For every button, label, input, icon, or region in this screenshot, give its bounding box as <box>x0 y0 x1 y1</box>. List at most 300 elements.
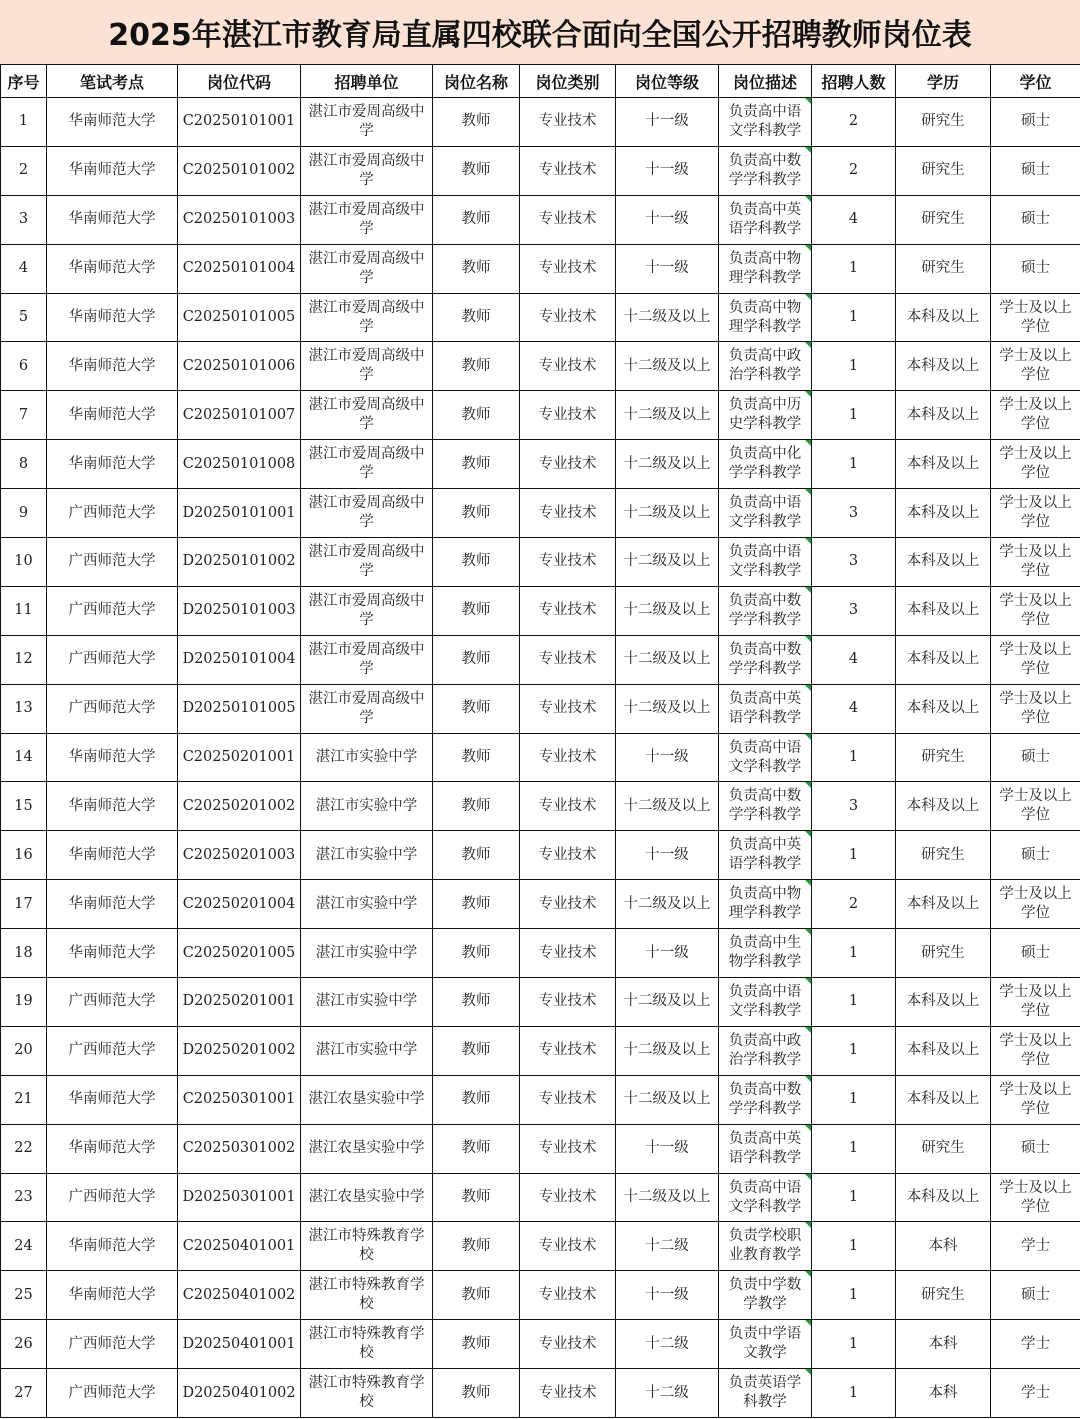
employer-cell: 湛江市爱周高级中学 <box>301 440 433 489</box>
table-row <box>1 1369 1080 1418</box>
table-row <box>1 635 1080 684</box>
post-code-cell: C20250101005 <box>178 293 301 342</box>
degree-cell: 学士及以上学位 <box>991 342 1080 391</box>
post-description-cell: 负责高中政治学科教学 <box>719 342 812 391</box>
post-category-cell: 专业技术 <box>520 342 616 391</box>
table-row <box>1 831 1080 880</box>
col-header-headcount: 招聘人数 <box>812 65 896 98</box>
headcount-cell: 1 <box>812 293 896 342</box>
table-row <box>1 342 1080 391</box>
degree-cell: 硕士 <box>991 1271 1080 1320</box>
degree-cell: 学士及以上学位 <box>991 1173 1080 1222</box>
post-description-cell: 负责高中语文学科教学 <box>719 733 812 782</box>
row-index-cell: 14 <box>1 733 47 782</box>
education-cell: 研究生 <box>896 1124 991 1173</box>
table-row <box>1 293 1080 342</box>
post-code-cell: C20250101004 <box>178 244 301 293</box>
post-level-cell: 十二级及以上 <box>616 635 719 684</box>
degree-cell: 学士及以上学位 <box>991 1026 1080 1075</box>
employer-cell: 湛江市特殊教育学校 <box>301 1271 433 1320</box>
exam-site-cell: 华南师范大学 <box>47 880 178 929</box>
col-header-education: 学历 <box>896 65 991 98</box>
headcount-cell: 1 <box>812 1222 896 1271</box>
degree-cell: 学士 <box>991 1369 1080 1418</box>
exam-site-cell: 广西师范大学 <box>47 538 178 587</box>
post-code-cell: D20250101002 <box>178 538 301 587</box>
row-index-cell: 1 <box>1 98 47 147</box>
post-code-cell: C20250101002 <box>178 146 301 195</box>
headcount-cell: 1 <box>812 1320 896 1369</box>
row-index-cell: 2 <box>1 146 47 195</box>
post-description-cell: 负责高中语文学科教学 <box>719 489 812 538</box>
post-level-cell: 十二级及以上 <box>616 342 719 391</box>
post-name-cell: 教师 <box>433 1075 520 1124</box>
row-index-cell: 27 <box>1 1369 47 1418</box>
post-name-cell: 教师 <box>433 146 520 195</box>
post-category-cell: 专业技术 <box>520 831 616 880</box>
post-category-cell: 专业技术 <box>520 1271 616 1320</box>
post-name-cell: 教师 <box>433 1124 520 1173</box>
row-index-cell: 16 <box>1 831 47 880</box>
post-code-cell: C20250201002 <box>178 782 301 831</box>
employer-cell: 湛江市爱周高级中学 <box>301 195 433 244</box>
exam-site-cell: 华南师范大学 <box>47 440 178 489</box>
post-name-cell: 教师 <box>433 929 520 978</box>
headcount-cell: 1 <box>812 244 896 293</box>
degree-cell: 硕士 <box>991 831 1080 880</box>
post-code-cell: C20250201003 <box>178 831 301 880</box>
exam-site-cell: 广西师范大学 <box>47 1173 178 1222</box>
headcount-cell: 3 <box>812 586 896 635</box>
post-code-cell: D20250101005 <box>178 684 301 733</box>
exam-site-cell: 华南师范大学 <box>47 733 178 782</box>
education-cell: 本科及以上 <box>896 1026 991 1075</box>
headcount-cell: 1 <box>812 440 896 489</box>
exam-site-cell: 华南师范大学 <box>47 342 178 391</box>
post-level-cell: 十二级及以上 <box>616 1026 719 1075</box>
post-description-cell: 负责高中英语学科教学 <box>719 195 812 244</box>
degree-cell: 学士及以上学位 <box>991 489 1080 538</box>
row-index-cell: 7 <box>1 391 47 440</box>
education-cell: 本科及以上 <box>896 635 991 684</box>
education-cell: 研究生 <box>896 929 991 978</box>
exam-site-cell: 华南师范大学 <box>47 1222 178 1271</box>
headcount-cell: 1 <box>812 1369 896 1418</box>
post-level-cell: 十二级及以上 <box>616 293 719 342</box>
post-description-cell: 负责高中政治学科教学 <box>719 1026 812 1075</box>
row-index-cell: 5 <box>1 293 47 342</box>
post-code-cell: C20250201005 <box>178 929 301 978</box>
post-description-cell: 负责学校职业教育教学 <box>719 1222 812 1271</box>
table-header-row <box>1 65 1080 98</box>
post-code-cell: D20250401001 <box>178 1320 301 1369</box>
post-description-cell: 负责高中语文学科教学 <box>719 978 812 1027</box>
post-code-cell: D20250101004 <box>178 635 301 684</box>
post-name-cell: 教师 <box>433 1369 520 1418</box>
degree-cell: 学士及以上学位 <box>991 978 1080 1027</box>
post-name-cell: 教师 <box>433 1026 520 1075</box>
employer-cell: 湛江市实验中学 <box>301 782 433 831</box>
education-cell: 本科及以上 <box>896 1173 991 1222</box>
post-description-cell: 负责高中语文学科教学 <box>719 98 812 147</box>
degree-cell: 学士及以上学位 <box>991 782 1080 831</box>
post-name-cell: 教师 <box>433 244 520 293</box>
table-row <box>1 195 1080 244</box>
exam-site-cell: 华南师范大学 <box>47 391 178 440</box>
post-description-cell: 负责高中数学学科教学 <box>719 146 812 195</box>
table-row <box>1 538 1080 587</box>
exam-site-cell: 华南师范大学 <box>47 244 178 293</box>
exam-site-cell: 华南师范大学 <box>47 146 178 195</box>
post-level-cell: 十二级及以上 <box>616 880 719 929</box>
exam-site-cell: 华南师范大学 <box>47 782 178 831</box>
exam-site-cell: 华南师范大学 <box>47 1271 178 1320</box>
education-cell: 研究生 <box>896 733 991 782</box>
post-category-cell: 专业技术 <box>520 538 616 587</box>
education-cell: 本科及以上 <box>896 342 991 391</box>
post-name-cell: 教师 <box>433 782 520 831</box>
post-code-cell: C20250201004 <box>178 880 301 929</box>
degree-cell: 学士及以上学位 <box>991 391 1080 440</box>
post-level-cell: 十一级 <box>616 195 719 244</box>
headcount-cell: 4 <box>812 635 896 684</box>
education-cell: 研究生 <box>896 195 991 244</box>
post-category-cell: 专业技术 <box>520 733 616 782</box>
col-header-post-code: 岗位代码 <box>178 65 301 98</box>
post-description-cell: 负责高中数学学科教学 <box>719 1075 812 1124</box>
education-cell: 本科 <box>896 1369 991 1418</box>
headcount-cell: 4 <box>812 684 896 733</box>
table-row <box>1 440 1080 489</box>
employer-cell: 湛江市爱周高级中学 <box>301 684 433 733</box>
post-code-cell: C20250101007 <box>178 391 301 440</box>
post-level-cell: 十二级及以上 <box>616 684 719 733</box>
exam-site-cell: 华南师范大学 <box>47 1124 178 1173</box>
row-index-cell: 3 <box>1 195 47 244</box>
recruitment-table <box>0 64 1080 1418</box>
employer-cell: 湛江市实验中学 <box>301 733 433 782</box>
headcount-cell: 1 <box>812 1124 896 1173</box>
post-description-cell: 负责高中英语学科教学 <box>719 831 812 880</box>
page-title: 2025年湛江市教育局直属四校联合面向全国公开招聘教师岗位表 <box>0 0 1080 65</box>
post-name-cell: 教师 <box>433 98 520 147</box>
education-cell: 本科及以上 <box>896 684 991 733</box>
post-description-cell: 负责高中英语学科教学 <box>719 1124 812 1173</box>
post-category-cell: 专业技术 <box>520 391 616 440</box>
post-description-cell: 负责高中化学学科教学 <box>719 440 812 489</box>
table-row <box>1 1222 1080 1271</box>
table-row <box>1 1075 1080 1124</box>
education-cell: 本科及以上 <box>896 1075 991 1124</box>
post-code-cell: C20250401001 <box>178 1222 301 1271</box>
table-row <box>1 1320 1080 1369</box>
employer-cell: 湛江市爱周高级中学 <box>301 244 433 293</box>
post-description-cell: 负责高中生物学科教学 <box>719 929 812 978</box>
row-index-cell: 6 <box>1 342 47 391</box>
exam-site-cell: 华南师范大学 <box>47 1075 178 1124</box>
employer-cell: 湛江市特殊教育学校 <box>301 1320 433 1369</box>
post-code-cell: C20250301002 <box>178 1124 301 1173</box>
row-index-cell: 19 <box>1 978 47 1027</box>
employer-cell: 湛江市爱周高级中学 <box>301 342 433 391</box>
post-name-cell: 教师 <box>433 684 520 733</box>
degree-cell: 学士及以上学位 <box>991 684 1080 733</box>
post-name-cell: 教师 <box>433 391 520 440</box>
table-row <box>1 1173 1080 1222</box>
education-cell: 研究生 <box>896 1271 991 1320</box>
post-category-cell: 专业技术 <box>520 440 616 489</box>
table-row <box>1 489 1080 538</box>
post-code-cell: D20250401002 <box>178 1369 301 1418</box>
table-row <box>1 244 1080 293</box>
post-level-cell: 十一级 <box>616 733 719 782</box>
post-name-cell: 教师 <box>433 1173 520 1222</box>
post-description-cell: 负责高中历史学科教学 <box>719 391 812 440</box>
post-code-cell: C20250201001 <box>178 733 301 782</box>
post-level-cell: 十二级 <box>616 1320 719 1369</box>
post-level-cell: 十二级及以上 <box>616 1173 719 1222</box>
col-header-degree: 学位 <box>991 65 1080 98</box>
headcount-cell: 3 <box>812 538 896 587</box>
row-index-cell: 20 <box>1 1026 47 1075</box>
headcount-cell: 1 <box>812 391 896 440</box>
headcount-cell: 1 <box>812 1075 896 1124</box>
post-level-cell: 十二级及以上 <box>616 782 719 831</box>
employer-cell: 湛江农垦实验中学 <box>301 1173 433 1222</box>
degree-cell: 硕士 <box>991 929 1080 978</box>
degree-cell: 硕士 <box>991 146 1080 195</box>
degree-cell: 学士及以上学位 <box>991 293 1080 342</box>
post-description-cell: 负责高中数学学科教学 <box>719 635 812 684</box>
headcount-cell: 1 <box>812 1173 896 1222</box>
employer-cell: 湛江市爱周高级中学 <box>301 293 433 342</box>
employer-cell: 湛江市爱周高级中学 <box>301 489 433 538</box>
employer-cell: 湛江市实验中学 <box>301 831 433 880</box>
education-cell: 本科及以上 <box>896 489 991 538</box>
row-index-cell: 26 <box>1 1320 47 1369</box>
education-cell: 本科 <box>896 1222 991 1271</box>
post-level-cell: 十一级 <box>616 1271 719 1320</box>
post-name-cell: 教师 <box>433 733 520 782</box>
col-header-post-name: 岗位名称 <box>433 65 520 98</box>
exam-site-cell: 广西师范大学 <box>47 978 178 1027</box>
post-code-cell: C20250101006 <box>178 342 301 391</box>
post-category-cell: 专业技术 <box>520 489 616 538</box>
post-name-cell: 教师 <box>433 635 520 684</box>
degree-cell: 学士 <box>991 1320 1080 1369</box>
post-category-cell: 专业技术 <box>520 1075 616 1124</box>
education-cell: 本科及以上 <box>896 538 991 587</box>
post-category-cell: 专业技术 <box>520 146 616 195</box>
post-code-cell: C20250101008 <box>178 440 301 489</box>
employer-cell: 湛江市爱周高级中学 <box>301 146 433 195</box>
exam-site-cell: 广西师范大学 <box>47 1369 178 1418</box>
col-header-post-category: 岗位类别 <box>520 65 616 98</box>
table-row <box>1 880 1080 929</box>
table-row <box>1 782 1080 831</box>
post-name-cell: 教师 <box>433 342 520 391</box>
post-category-cell: 专业技术 <box>520 635 616 684</box>
post-category-cell: 专业技术 <box>520 244 616 293</box>
table-body <box>1 98 1080 1418</box>
col-header-employer: 招聘单位 <box>301 65 433 98</box>
exam-site-cell: 广西师范大学 <box>47 635 178 684</box>
post-name-cell: 教师 <box>433 586 520 635</box>
education-cell: 本科及以上 <box>896 391 991 440</box>
post-category-cell: 专业技术 <box>520 195 616 244</box>
row-index-cell: 13 <box>1 684 47 733</box>
post-description-cell: 负责高中物理学科教学 <box>719 293 812 342</box>
table-row <box>1 146 1080 195</box>
post-level-cell: 十一级 <box>616 831 719 880</box>
post-code-cell: D20250301001 <box>178 1173 301 1222</box>
row-index-cell: 4 <box>1 244 47 293</box>
headcount-cell: 2 <box>812 880 896 929</box>
exam-site-cell: 广西师范大学 <box>47 1320 178 1369</box>
post-category-cell: 专业技术 <box>520 1369 616 1418</box>
education-cell: 本科 <box>896 1320 991 1369</box>
row-index-cell: 11 <box>1 586 47 635</box>
table-row <box>1 1271 1080 1320</box>
post-description-cell: 负责高中物理学科教学 <box>719 880 812 929</box>
headcount-cell: 1 <box>812 1271 896 1320</box>
headcount-cell: 2 <box>812 146 896 195</box>
degree-cell: 硕士 <box>991 1124 1080 1173</box>
post-level-cell: 十一级 <box>616 146 719 195</box>
col-header-post-level: 岗位等级 <box>616 65 719 98</box>
post-description-cell: 负责高中语文学科教学 <box>719 538 812 587</box>
table-row <box>1 1026 1080 1075</box>
education-cell: 本科及以上 <box>896 440 991 489</box>
post-description-cell: 负责中学语文教学 <box>719 1320 812 1369</box>
education-cell: 本科及以上 <box>896 586 991 635</box>
row-index-cell: 18 <box>1 929 47 978</box>
post-code-cell: D20250201002 <box>178 1026 301 1075</box>
post-code-cell: D20250101003 <box>178 586 301 635</box>
education-cell: 本科及以上 <box>896 978 991 1027</box>
exam-site-cell: 华南师范大学 <box>47 293 178 342</box>
row-index-cell: 15 <box>1 782 47 831</box>
col-header-post-description: 岗位描述 <box>719 65 812 98</box>
table-row <box>1 586 1080 635</box>
post-level-cell: 十二级及以上 <box>616 391 719 440</box>
post-category-cell: 专业技术 <box>520 880 616 929</box>
row-index-cell: 12 <box>1 635 47 684</box>
row-index-cell: 9 <box>1 489 47 538</box>
table-row <box>1 1124 1080 1173</box>
post-category-cell: 专业技术 <box>520 782 616 831</box>
degree-cell: 学士及以上学位 <box>991 538 1080 587</box>
post-level-cell: 十一级 <box>616 98 719 147</box>
post-code-cell: C20250101003 <box>178 195 301 244</box>
exam-site-cell: 广西师范大学 <box>47 684 178 733</box>
exam-site-cell: 华南师范大学 <box>47 831 178 880</box>
post-description-cell: 负责中学数学教学 <box>719 1271 812 1320</box>
headcount-cell: 1 <box>812 978 896 1027</box>
table-row <box>1 684 1080 733</box>
exam-site-cell: 广西师范大学 <box>47 1026 178 1075</box>
exam-site-cell: 广西师范大学 <box>47 489 178 538</box>
post-category-cell: 专业技术 <box>520 978 616 1027</box>
exam-site-cell: 华南师范大学 <box>47 929 178 978</box>
post-description-cell: 负责高中物理学科教学 <box>719 244 812 293</box>
col-header-index: 序号 <box>1 65 47 98</box>
employer-cell: 湛江市爱周高级中学 <box>301 391 433 440</box>
post-name-cell: 教师 <box>433 293 520 342</box>
row-index-cell: 25 <box>1 1271 47 1320</box>
headcount-cell: 4 <box>812 195 896 244</box>
headcount-cell: 3 <box>812 489 896 538</box>
row-index-cell: 10 <box>1 538 47 587</box>
post-category-cell: 专业技术 <box>520 1124 616 1173</box>
post-level-cell: 十二级及以上 <box>616 1075 719 1124</box>
post-category-cell: 专业技术 <box>520 684 616 733</box>
education-cell: 研究生 <box>896 146 991 195</box>
post-level-cell: 十一级 <box>616 1124 719 1173</box>
post-category-cell: 专业技术 <box>520 929 616 978</box>
employer-cell: 湛江市特殊教育学校 <box>301 1222 433 1271</box>
employer-cell: 湛江市实验中学 <box>301 880 433 929</box>
post-level-cell: 十二级 <box>616 1369 719 1418</box>
table-row <box>1 733 1080 782</box>
degree-cell: 学士及以上学位 <box>991 1075 1080 1124</box>
employer-cell: 湛江市实验中学 <box>301 978 433 1027</box>
post-code-cell: C20250301001 <box>178 1075 301 1124</box>
degree-cell: 学士及以上学位 <box>991 635 1080 684</box>
employer-cell: 湛江市爱周高级中学 <box>301 586 433 635</box>
degree-cell: 硕士 <box>991 244 1080 293</box>
post-category-cell: 专业技术 <box>520 1026 616 1075</box>
post-category-cell: 专业技术 <box>520 1173 616 1222</box>
post-level-cell: 十一级 <box>616 929 719 978</box>
exam-site-cell: 广西师范大学 <box>47 586 178 635</box>
headcount-cell: 1 <box>812 342 896 391</box>
post-name-cell: 教师 <box>433 880 520 929</box>
employer-cell: 湛江市实验中学 <box>301 929 433 978</box>
post-code-cell: D20250201001 <box>178 978 301 1027</box>
education-cell: 本科及以上 <box>896 293 991 342</box>
education-cell: 研究生 <box>896 98 991 147</box>
post-level-cell: 十一级 <box>616 244 719 293</box>
employer-cell: 湛江市爱周高级中学 <box>301 538 433 587</box>
post-level-cell: 十二级及以上 <box>616 586 719 635</box>
post-category-cell: 专业技术 <box>520 98 616 147</box>
degree-cell: 硕士 <box>991 733 1080 782</box>
degree-cell: 学士及以上学位 <box>991 586 1080 635</box>
post-name-cell: 教师 <box>433 440 520 489</box>
table-row <box>1 929 1080 978</box>
row-index-cell: 22 <box>1 1124 47 1173</box>
headcount-cell: 2 <box>812 98 896 147</box>
post-description-cell: 负责高中英语学科教学 <box>719 684 812 733</box>
post-category-cell: 专业技术 <box>520 293 616 342</box>
post-name-cell: 教师 <box>433 1320 520 1369</box>
headcount-cell: 1 <box>812 1026 896 1075</box>
employer-cell: 湛江市爱周高级中学 <box>301 98 433 147</box>
post-category-cell: 专业技术 <box>520 1222 616 1271</box>
headcount-cell: 1 <box>812 929 896 978</box>
post-level-cell: 十二级及以上 <box>616 978 719 1027</box>
post-name-cell: 教师 <box>433 1222 520 1271</box>
headcount-cell: 1 <box>812 733 896 782</box>
degree-cell: 学士 <box>991 1222 1080 1271</box>
employer-cell: 湛江市特殊教育学校 <box>301 1369 433 1418</box>
col-header-exam-site: 笔试考点 <box>47 65 178 98</box>
post-name-cell: 教师 <box>433 489 520 538</box>
table-row <box>1 391 1080 440</box>
post-name-cell: 教师 <box>433 538 520 587</box>
post-level-cell: 十二级及以上 <box>616 440 719 489</box>
